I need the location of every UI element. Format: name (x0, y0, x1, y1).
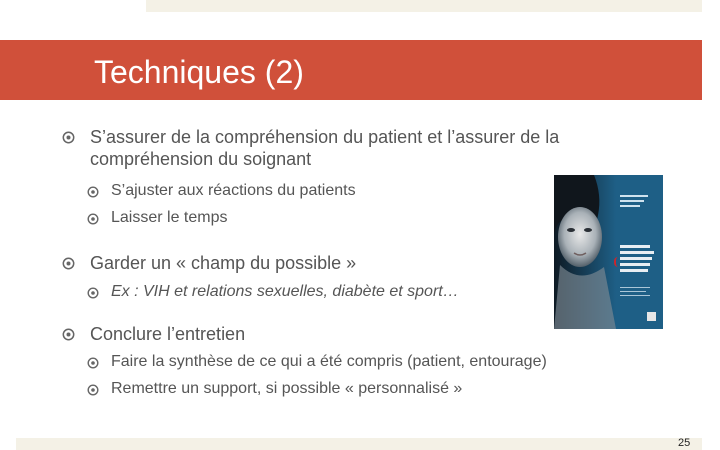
page-number: 25 (678, 437, 691, 449)
circle-dot-icon (62, 328, 75, 341)
circle-dot-icon (87, 213, 99, 225)
circle-dot-icon (62, 257, 75, 270)
circle-dot-icon (87, 287, 99, 299)
bullet-item-comprehension (62, 126, 559, 170)
circle-dot-icon (62, 131, 75, 144)
sub-bullet-item (87, 352, 547, 372)
top-decorative-strip (146, 0, 702, 12)
bullet-text: Garder un « champ du possible » (90, 253, 357, 273)
brochure-heading (620, 195, 648, 210)
brochure-footer-text (620, 287, 650, 299)
bottom-decorative-strip (16, 438, 702, 450)
sub-bullet-text: Laisser le temps (111, 209, 228, 226)
brochure-cover-image (554, 175, 663, 329)
sub-bullet-text: S’ajuster aux réactions du patients (111, 182, 356, 199)
brochure-subtitle (620, 245, 654, 275)
bullet-item-conclure (62, 323, 245, 345)
sub-bullet-item (87, 282, 459, 302)
bullet-item-champ-possible (62, 252, 356, 274)
sub-bullet-text: Ex : VIH et relations sexuelles, diabète et sport… (111, 283, 459, 300)
bullet-text-continued: compréhension du soignant (90, 149, 312, 169)
sub-bullet-item (87, 181, 356, 201)
sub-bullet-text: Faire la synthèse de ce qui a été compris (patient, entourage) (111, 353, 547, 370)
circle-dot-icon (87, 357, 99, 369)
circle-dot-icon (87, 384, 99, 396)
bullet-text: Conclure l’entretien (90, 324, 246, 344)
bullet-text: S’assurer de la compréhension du patient et l’assurer de la (90, 127, 560, 147)
slide-title: Techniques (2) (94, 54, 304, 90)
circle-dot-icon (87, 186, 99, 198)
portrait-photo (554, 175, 616, 329)
sub-bullet-text: Remettre un support, si possible « personnalisé » (111, 380, 463, 397)
sub-bullet-item (87, 379, 462, 399)
sub-bullet-item (87, 208, 228, 228)
brochure-logo (647, 312, 656, 321)
